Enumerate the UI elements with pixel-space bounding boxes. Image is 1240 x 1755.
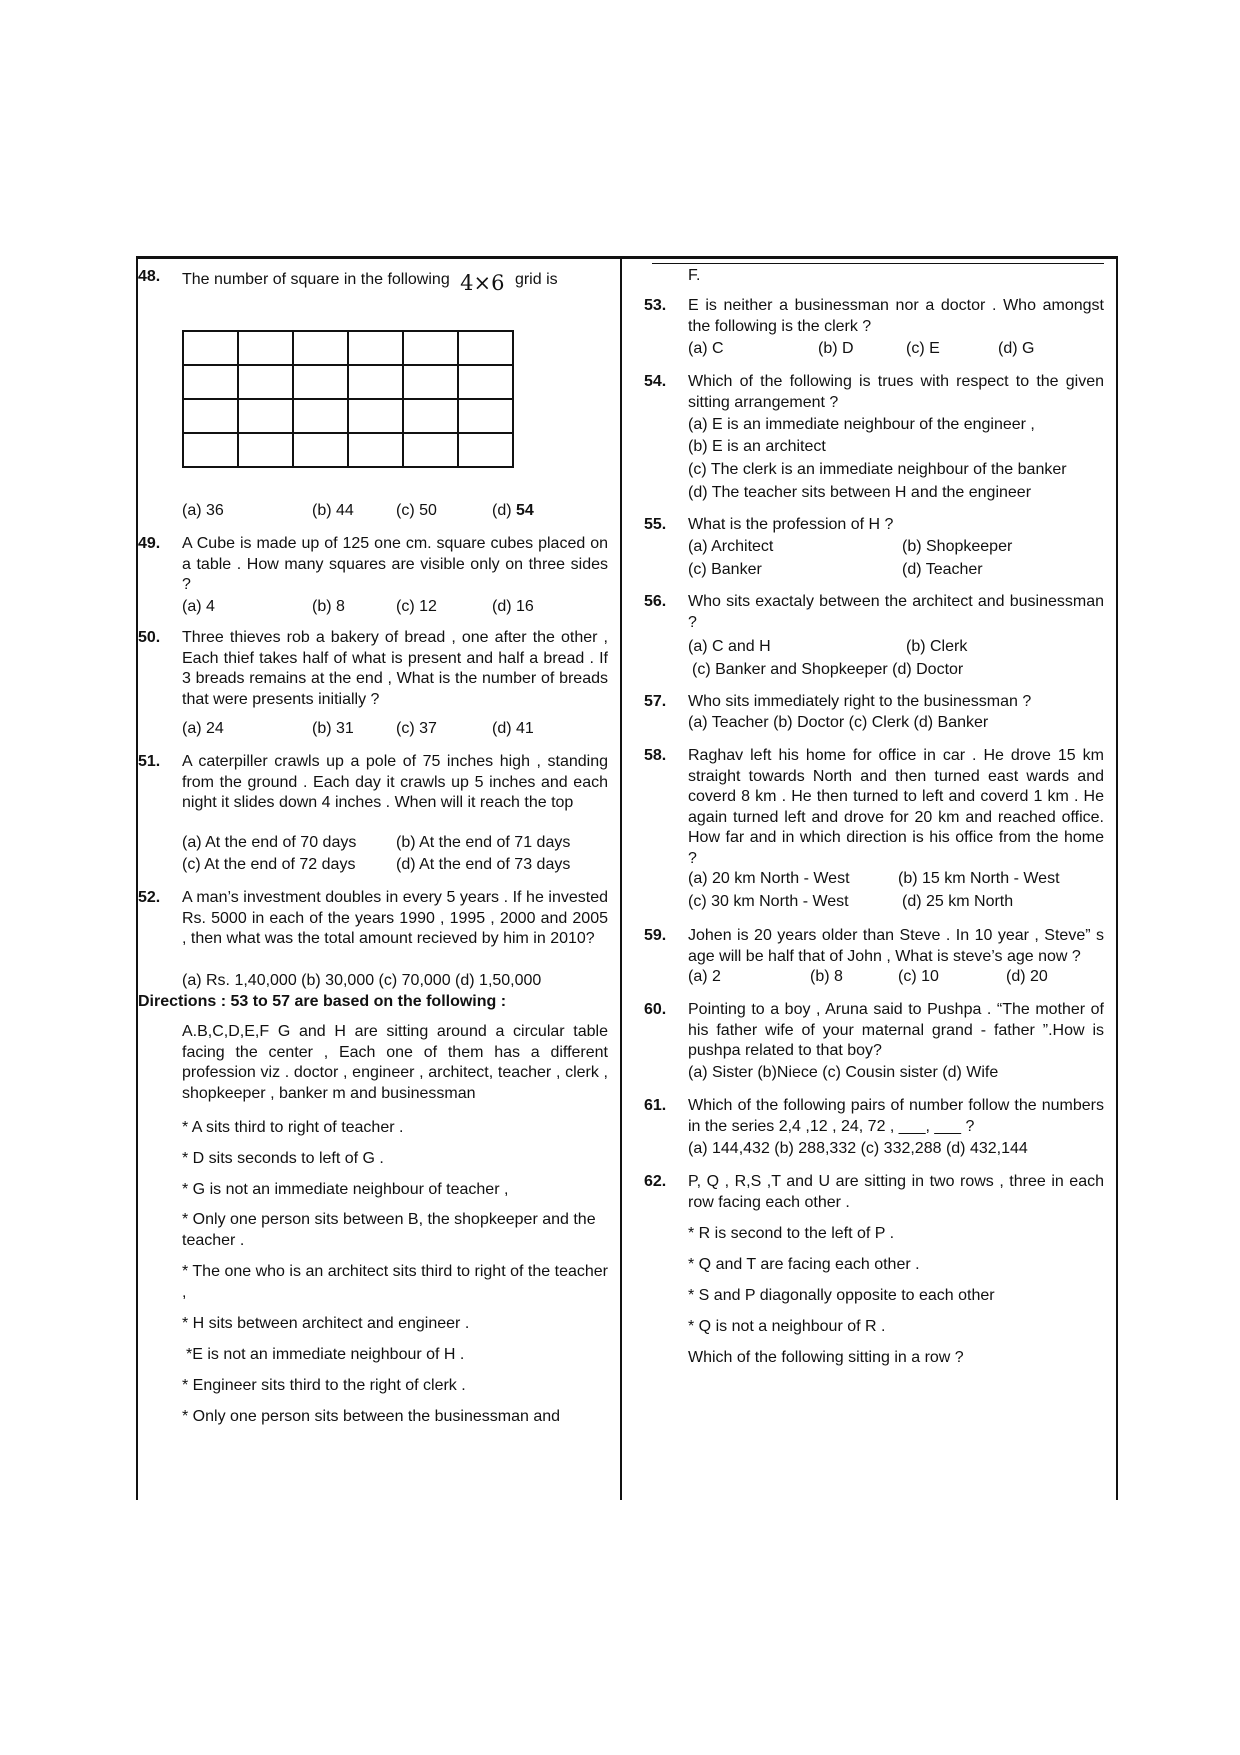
directions-clue-6: * H sits between architect and engineer . bbox=[182, 1315, 470, 1332]
question-number: 62. bbox=[644, 1173, 667, 1190]
question-text: The number of square in the following 4×6 grid is bbox=[182, 271, 558, 295]
option-c[interactable]: (c) 50 bbox=[396, 502, 437, 519]
question-text: Who sits immediately right to the businessman ? bbox=[688, 693, 1032, 710]
directions-paragraph: A.B,C,D,E,F G and H are sitting around a circular table facing the center , Each one of them has a different profession viz . doctor , engineer , architect, teacher , clerk , shopkeeper , banker m and businessman bbox=[182, 1023, 608, 1102]
q62-clue-4: * Q is not a neighbour of R . bbox=[688, 1318, 886, 1335]
option-d[interactable]: (d) Teacher bbox=[902, 561, 983, 578]
option-d[interactable]: (d) 41 bbox=[492, 720, 534, 737]
option-a[interactable]: (a) 20 km North - West bbox=[688, 870, 850, 887]
option-b[interactable]: (b) 31 bbox=[312, 720, 354, 737]
left-border bbox=[136, 256, 138, 1500]
option-list[interactable]: (a) Teacher (b) Doctor (c) Clerk (d) Banker bbox=[688, 714, 989, 731]
question-number: 60. bbox=[644, 1001, 667, 1018]
option-b[interactable]: (b) At the end of 71 days bbox=[396, 834, 571, 851]
column-divider bbox=[620, 256, 622, 1500]
option-b[interactable]: (b) D bbox=[818, 340, 854, 357]
option-c[interactable]: (c) E bbox=[906, 340, 940, 357]
square-grid-figure bbox=[182, 330, 514, 468]
option-b[interactable]: (b) 8 bbox=[312, 598, 345, 615]
option-a[interactable]: (a) 24 bbox=[182, 720, 224, 737]
q62-clue-2: * Q and T are facing each other . bbox=[688, 1256, 920, 1273]
option-d[interactable]: (d) 20 bbox=[1006, 968, 1048, 985]
question-number: 59. bbox=[644, 927, 667, 944]
q62-clue-1: * R is second to the left of P . bbox=[688, 1225, 895, 1242]
question-text: What is the profession of H ? bbox=[688, 516, 894, 533]
option-d[interactable]: (d) The teacher sits between H and the engineer bbox=[688, 484, 1032, 501]
option-b[interactable]: (b) Shopkeeper bbox=[902, 538, 1013, 555]
question-text: P, Q , R,S ,T and U are sitting in two rows , three in each row facing each other . bbox=[688, 1173, 1104, 1211]
option-c[interactable]: (c) Banker bbox=[688, 561, 762, 578]
option-c[interactable]: (c) The clerk is an immediate neighbour of the banker bbox=[688, 461, 1067, 478]
option-a[interactable]: (a) 4 bbox=[182, 598, 215, 615]
question-number: 54. bbox=[644, 373, 667, 390]
question-text: A caterpiller crawls up a pole of 75 inches high , standing from the ground . Each day it crawls up 5 inches and each night it slides down 4 inches . When will it reach the top bbox=[182, 753, 608, 811]
question-number: 51. bbox=[138, 753, 161, 770]
option-a[interactable]: (a) C bbox=[688, 340, 724, 357]
question-number: 52. bbox=[138, 889, 161, 906]
directions-clue-5: * The one who is an architect sits third to right of the teacher , bbox=[182, 1263, 608, 1301]
question-number: 57. bbox=[644, 693, 667, 710]
option-a[interactable]: (a) C and H bbox=[688, 638, 771, 655]
option-b[interactable]: (b) 44 bbox=[312, 502, 354, 519]
directions-clue-4: * Only one person sits between B, the shopkeeper and the teacher . bbox=[182, 1211, 596, 1249]
grid-size-math: 4×6 bbox=[460, 271, 505, 295]
option-d[interactable]: (d) 54 bbox=[492, 502, 534, 519]
right-column-top-rule bbox=[652, 263, 1104, 264]
question-number: 56. bbox=[644, 593, 667, 610]
q62-prompt: Which of the following sitting in a row ? bbox=[688, 1349, 964, 1366]
question-number: 50. bbox=[138, 629, 161, 646]
directions-clue-8: * Engineer sits third to the right of clerk . bbox=[182, 1377, 466, 1394]
option-d[interactable]: (d) 16 bbox=[492, 598, 534, 615]
question-number: 53. bbox=[644, 297, 667, 314]
directions-title: Directions : 53 to 57 are based on the following : bbox=[138, 993, 507, 1010]
question-text: Raghav left his home for office in car . He drove 15 km straight towards North and then turned east wards and coverd 8 km . He then turned to left and coverd 1 km . He again turned left and drove for 20 km and reached office. How far and in which direction is his office from the home ? bbox=[688, 747, 1104, 867]
option-c[interactable]: (c) 12 bbox=[396, 598, 437, 615]
right-border bbox=[1116, 256, 1118, 1500]
directions-continued: F. bbox=[688, 267, 701, 284]
option-c[interactable]: (c) 37 bbox=[396, 720, 437, 737]
option-c[interactable]: (c) 30 km North - West bbox=[688, 893, 849, 910]
option-b[interactable]: (b) 8 bbox=[810, 968, 843, 985]
option-a[interactable]: (a) E is an immediate neighbour of the engineer , bbox=[688, 416, 1035, 433]
question-text: Who sits exactaly between the architect and businessman ? bbox=[688, 593, 1104, 631]
option-b[interactable]: (b) Clerk bbox=[906, 638, 968, 655]
question-text: Which of the following is trues with respect to the given sitting arrangement ? bbox=[688, 373, 1104, 411]
directions-clue-9: * Only one person sits between the businessman and bbox=[182, 1408, 561, 1425]
question-number: 49. bbox=[138, 535, 161, 552]
option-c[interactable]: (c) 10 bbox=[898, 968, 939, 985]
directions-clue-2: * D sits seconds to left of G . bbox=[182, 1150, 384, 1167]
option-list[interactable]: (a) Sister (b)Niece (c) Cousin sister (d) Wife bbox=[688, 1064, 999, 1081]
question-text: Which of the following pairs of number follow the numbers in the series 2,4 ,12 , 24, 72 , ___, ___ ? bbox=[688, 1097, 1104, 1135]
question-text: E is neither a businessman nor a doctor . Who amongst the following is the clerk ? bbox=[688, 297, 1104, 335]
directions-clue-7: *E is not an immediate neighbour of H . bbox=[186, 1346, 465, 1363]
question-text: Pointing to a boy , Aruna said to Pushpa . “The mother of his father wife of your maternal grand - father ”.How is pushpa related to that boy? bbox=[688, 1001, 1104, 1059]
directions-clue-3: * G is not an immediate neighbour of teacher , bbox=[182, 1181, 509, 1198]
option-c[interactable]: (c) Banker and Shopkeeper (d) Doctor bbox=[692, 661, 964, 678]
option-d[interactable]: (d) At the end of 73 days bbox=[396, 856, 571, 873]
option-list[interactable]: (a) 144,432 (b) 288,332 (c) 332,288 (d) 432,144 bbox=[688, 1140, 1028, 1157]
question-number: 48. bbox=[138, 268, 161, 285]
option-a[interactable]: (a) 2 bbox=[688, 968, 721, 985]
option-a[interactable]: (a) 36 bbox=[182, 502, 224, 519]
option-d[interactable]: (d) 25 km North bbox=[902, 893, 1014, 910]
option-b[interactable]: (b) 15 km North - West bbox=[898, 870, 1060, 887]
question-text: A Cube is made up of 125 one cm. square cubes placed on a table . How many squares are visible only on three sides ? bbox=[182, 535, 608, 593]
question-number: 55. bbox=[644, 516, 667, 533]
option-d[interactable]: (d) G bbox=[998, 340, 1035, 357]
option-c[interactable]: (c) At the end of 72 days bbox=[182, 856, 356, 873]
option-a[interactable]: (a) Architect bbox=[688, 538, 774, 555]
question-text: Johen is 20 years older than Steve . In 10 year , Steve” s age will be half that of John , What is steve’s age now ? bbox=[688, 927, 1104, 965]
option-a[interactable]: (a) At the end of 70 days bbox=[182, 834, 357, 851]
question-text: A man’s investment doubles in every 5 years . If he invested Rs. 5000 in each of the years 1990 , 1995 , 2000 and 2005 , then what was the total amount recieved by him in 2010? bbox=[182, 889, 608, 947]
q62-clue-3: * S and P diagonally opposite to each other bbox=[688, 1287, 995, 1304]
question-number: 58. bbox=[644, 747, 667, 764]
question-text: Three thieves rob a bakery of bread , one after the other , Each thief takes half of what is present and half a bread . If 3 breads remains at the end , What is the number of breads that were presents initially ? bbox=[182, 629, 608, 708]
option-b[interactable]: (b) E is an architect bbox=[688, 438, 826, 455]
directions-clue-1: * A sits third to right of teacher . bbox=[182, 1119, 404, 1136]
page-top-rule bbox=[136, 256, 1118, 259]
question-number: 61. bbox=[644, 1097, 667, 1114]
option-list[interactable]: (a) Rs. 1,40,000 (b) 30,000 (c) 70,000 (d) 1,50,000 bbox=[182, 972, 542, 989]
answer-value: 54 bbox=[516, 502, 534, 519]
